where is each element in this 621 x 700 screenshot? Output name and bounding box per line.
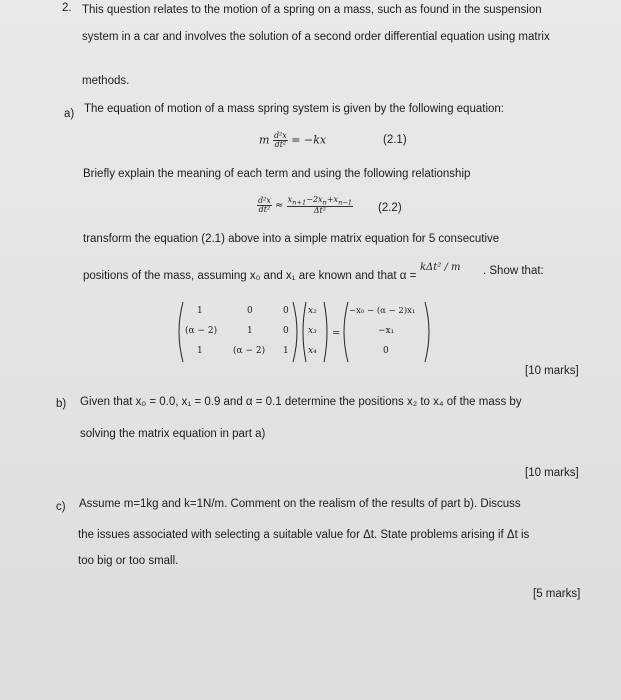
finite-difference-fraction: $\frac{x_{n+1}-2x_n+x_{n-1}}{\text{Δt²}}$ bbox=[287, 195, 353, 216]
part-c-label: c) bbox=[56, 501, 66, 513]
part-a-brief-text: Briefly explain the meaning of each term and using the following relationship bbox=[83, 168, 471, 180]
matrix-a-cell: 0 bbox=[283, 326, 289, 336]
part-a-label: a) bbox=[64, 108, 75, 120]
matrix-a-cell: 1 bbox=[197, 306, 203, 316]
equation-2-2: $\frac{\text{d²x}}{\text{dt²}}$ ≈ $\frac{x_{n+1}-2x_n+x_{n-1}}{\text{Δt²}}$ bbox=[258, 195, 353, 216]
matrix-equation bbox=[175, 300, 435, 364]
part-a-text: The equation of motion of a mass spring system is given by the following equation: bbox=[84, 103, 504, 115]
part-c-line-1: Assume m=1kg and k=1N/m. Comment on the realism of the results of part b). Discuss bbox=[79, 498, 521, 510]
matrix-x-cell: x₂ bbox=[308, 306, 317, 316]
part-c-marks: [5 marks] bbox=[533, 588, 581, 600]
part-c-line-2: the issues associated with selecting a suitable value for Δt. State problems arising if Δt is bbox=[78, 529, 530, 541]
matrix-a-cell: 0 bbox=[247, 306, 253, 316]
part-a-marks: [10 marks] bbox=[525, 365, 579, 377]
matrix-a-cell: 0 bbox=[283, 306, 289, 316]
equation-2-2-number: (2.2) bbox=[378, 202, 402, 214]
second-derivative-fraction: $\frac{\text{d²x}}{\text{dt²}}$ bbox=[273, 131, 287, 149]
part-a-positions-text: positions of the mass, assuming x₀ and x₁ are known and that α = bbox=[83, 270, 417, 282]
matrix-x-cell: x₄ bbox=[308, 346, 317, 356]
intro-line-2: system in a car and involves the solution of a second order differential equation using matrix bbox=[82, 31, 550, 43]
equation-2-1: m $\frac{\text{d²x}}{\text{dt²}}$ = −kx bbox=[259, 131, 327, 149]
part-b-line-2: solving the matrix equation in part a) bbox=[80, 428, 266, 440]
matrix-a-cell: 1 bbox=[197, 346, 203, 356]
matrix-a-cell: 1 bbox=[283, 346, 289, 356]
matrix-b-cell: −x₁ bbox=[378, 326, 395, 336]
svg-text:=: = bbox=[332, 328, 341, 339]
question-number: 2. bbox=[62, 2, 72, 14]
matrix-b-cell: −x₀ − (α − 2)x₁ bbox=[349, 306, 416, 316]
alpha-definition: kΔt² / m bbox=[420, 262, 461, 273]
part-a-transform-text: transform the equation (2.1) above into a simple matrix equation for 5 consecutive bbox=[83, 233, 500, 245]
equation-2-1-number: (2.1) bbox=[383, 134, 407, 146]
matrix-a-cell: (α − 2) bbox=[233, 346, 266, 356]
show-that-text: . Show that: bbox=[483, 265, 544, 277]
intro-line-1: This question relates to the motion of a spring on a mass, such as found in the suspension bbox=[82, 4, 542, 16]
matrix-a-cell: (α − 2) bbox=[185, 326, 218, 336]
part-b-line-1: Given that x₀ = 0.0, x₁ = 0.9 and α = 0.1 determine the positions x₂ to x₄ of the mass by bbox=[80, 396, 522, 408]
matrix-a-cell: 1 bbox=[247, 326, 253, 336]
matrix-x-cell: x₃ bbox=[308, 326, 317, 336]
part-b-marks: [10 marks] bbox=[525, 467, 579, 479]
matrix-b-cell: 0 bbox=[383, 346, 389, 356]
equation-2-1-rhs: = −kx bbox=[291, 133, 327, 147]
part-c-line-3: too big or too small. bbox=[78, 555, 179, 567]
part-b-label: b) bbox=[56, 398, 67, 410]
intro-line-3: methods. bbox=[82, 75, 130, 87]
